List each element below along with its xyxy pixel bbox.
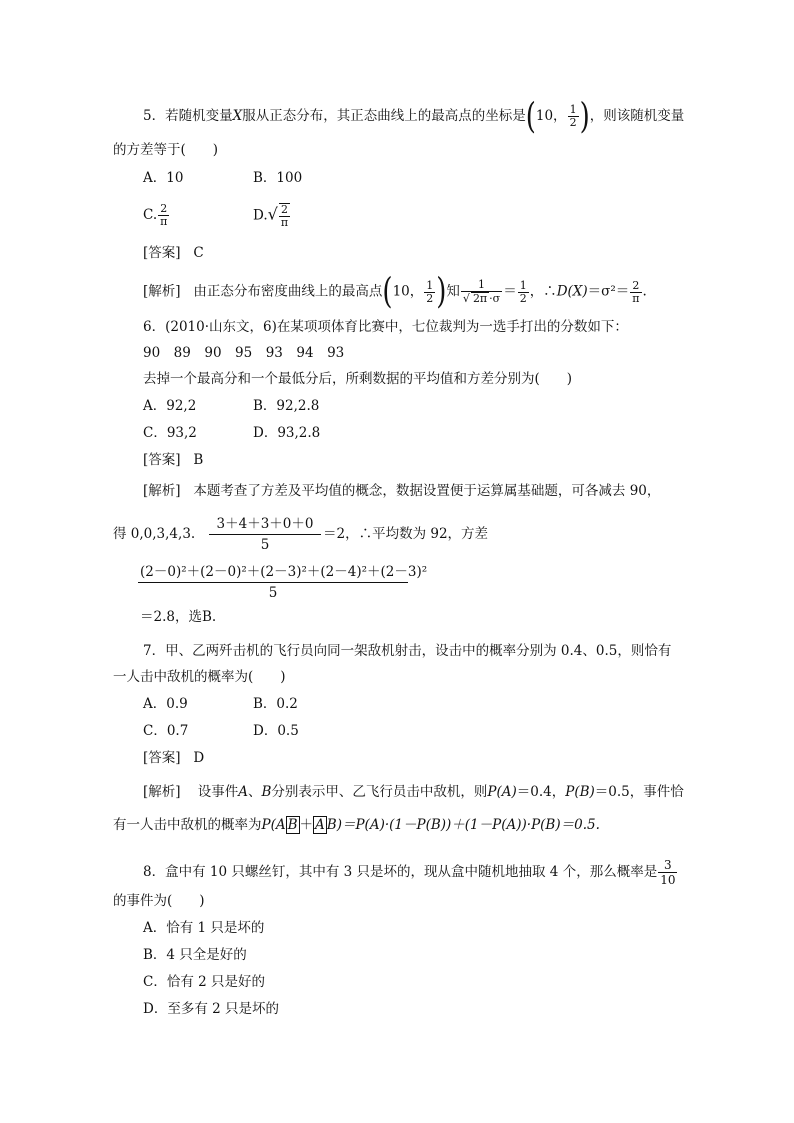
q5-analysis-point: 10，: [392, 283, 424, 300]
q6-option-b: B．92,2.8: [253, 398, 320, 414]
q5-density-num: 1: [461, 279, 502, 292]
q6-mean-den: 5: [260, 537, 270, 553]
q6-analysis-2b: ＝2，∴平均数为 92，方差: [323, 526, 489, 542]
q7-analysis-2a: 有一人击中敌机的概率为: [113, 817, 262, 833]
q5-option-c-label: C.: [143, 207, 158, 223]
q8-option-b: B．4 只全是好的: [143, 947, 247, 963]
q5-stem-b: 服从正态分布，其正态曲线上的最高点的坐标是: [242, 108, 526, 124]
q5-paren-left: (: [525, 96, 536, 137]
q6-variance-num: (2－0)²＋(2－0)²＋(2－3)²＋(2－4)²＋(2－3)²: [138, 560, 408, 583]
q5-analysis-point-num: 1: [426, 278, 434, 292]
q7-a-bar: $\overline{A}$: [315, 817, 325, 833]
q8-stem1: [143, 858, 678, 887]
q5-option-c-den: π: [160, 215, 168, 228]
q5-result-den: π: [632, 291, 640, 305]
q7-option-a: A．0.9: [143, 696, 188, 712]
q5-analysis-paren-right: ): [436, 271, 447, 313]
q5-analysis-point-den: 2: [426, 291, 434, 305]
q5-option-d: [253, 203, 291, 229]
q5-answer-value: C: [193, 245, 204, 261]
q7-analysis-1c: ＝0.4，: [516, 784, 566, 800]
q6-analysis-2a: 得 0,0,3,4,3.: [113, 526, 196, 542]
q5-analysis-b: 知: [446, 283, 460, 300]
q8-stem1-text: 8．盒中有 10 只螺丝钉，其中有 3 只是坏的，现从盒中随机地抽取 4 个，那么概率是: [143, 864, 658, 880]
q6-mean-num: 3＋4＋3＋0＋0: [209, 512, 321, 535]
q5-option-c-fraction: [158, 203, 169, 228]
q8-option-c: C．恰有 2 只是好的: [143, 974, 266, 990]
q7-option-d: D．0.5: [253, 723, 299, 739]
q5-analysis-paren-left: (: [382, 271, 393, 313]
q6-option-d: D．93,2.8: [253, 425, 321, 441]
q5-half-den: 2: [519, 291, 527, 305]
q8-fraction-den: 10: [660, 873, 676, 887]
q6-option-c: C．93,2: [143, 425, 197, 441]
q6-answer: [143, 450, 203, 470]
q5-stem-c: ，则该随机变量: [589, 108, 685, 124]
q7-event-b: B: [261, 784, 272, 800]
q5-analysis: [143, 271, 647, 313]
q5-eq: ＝: [503, 283, 517, 300]
q5-density-den: √ 2π ·σ: [462, 292, 501, 305]
q7-analysis-label: [解析]: [143, 784, 181, 800]
q5-answer: [143, 243, 204, 263]
q7-option-c: C．0.7: [143, 723, 189, 739]
q5-option-d-label: D.: [253, 207, 268, 224]
q6-variance-fraction: [138, 560, 428, 601]
q7-plus: ＋: [299, 817, 314, 833]
q7-answer-value: D: [193, 750, 205, 766]
q5-option-d-num: 2: [279, 204, 290, 217]
q7-analysis-1b: 分别表示甲、乙飞行员击中敌机，则: [271, 784, 488, 800]
q5-option-c-num: 2: [158, 203, 169, 216]
q7-answer-label: [答案]: [143, 750, 181, 766]
q7-answer: [143, 748, 204, 768]
q7-analysis-1: [143, 782, 684, 802]
q5-point-num: 1: [569, 103, 577, 116]
q6-answer-label: [答案]: [143, 452, 181, 468]
q7-sep: 、: [247, 784, 262, 800]
q5-option-b: B．100: [253, 170, 303, 186]
q7-analysis-1d: ＝0.5，事件恰: [594, 784, 684, 800]
q5-point-fraction: [568, 104, 579, 129]
q7-stem2: 一人击中敌机的概率为( ): [113, 669, 286, 685]
q6-scores: 90 89 90 95 93 94 93: [143, 345, 345, 361]
q6-analysis-3: ＝2.8，选B.: [140, 609, 217, 625]
q7-pb: P(B): [565, 784, 595, 800]
q7-event-a: A: [238, 784, 248, 800]
q5-therefore: ，∴: [529, 283, 557, 300]
q5-var-x: X: [232, 108, 243, 124]
q7-formula-a: P(A: [261, 817, 286, 833]
q5-answer-label: [答案]: [143, 245, 181, 261]
q5-end: .: [642, 283, 647, 300]
q6-analysis-text-1: 本题考查了方差及平均值的概念，数据设置便于运算属基础题，可各减去 90，: [193, 483, 661, 499]
q5-analysis-point-fraction: [424, 280, 435, 305]
q5-half-fraction: [518, 280, 529, 305]
q7-analysis-2: [113, 815, 600, 835]
q6-stem2: 去掉一个最高分和一个最低分后，所剩数据的平均值和方差分别为( ): [143, 371, 573, 387]
q7-analysis-1a: 设事件: [197, 784, 239, 800]
q6-answer-value: B: [193, 452, 204, 468]
q5-option-d-den: π: [280, 216, 289, 229]
q6-variance-den: 5: [268, 585, 278, 601]
q7-option-b: B．0.2: [253, 696, 298, 712]
q5-result-num: 2: [630, 280, 641, 293]
q5-analysis-a: 由正态分布密度曲线上的最高点: [193, 283, 383, 300]
q5-half-num: 1: [519, 278, 527, 292]
q8-fraction-num: 3: [658, 858, 677, 873]
q5-density-fraction: [461, 279, 502, 305]
q6-analysis-label: [解析]: [143, 483, 181, 499]
q6-mean-fraction: [209, 512, 321, 553]
q5-result-fraction: [630, 280, 641, 305]
q5-option-d-root-sign: √: [267, 204, 278, 224]
q7-formula-b: B)＝P(A)·(1－P(B))＋(1－P(A))·P(B)＝0.5.: [326, 817, 600, 833]
q8-stem2: 的事件为( ): [113, 893, 205, 909]
q6-analysis-1: [143, 481, 660, 501]
q5-analysis-label: [解析]: [143, 283, 181, 300]
q5-density-root: 2π: [472, 292, 488, 305]
q7-pa: P(A): [487, 784, 517, 800]
q5-dx: D(X): [556, 283, 588, 300]
q5-point-den: 2: [569, 116, 577, 129]
q5-paren-right: ): [579, 96, 590, 137]
q6-option-a: A．92,2: [143, 398, 197, 414]
q5-option-c: [143, 203, 170, 228]
q5-option-a: A．10: [143, 170, 184, 186]
q5-point-prefix: 10，: [535, 108, 567, 124]
q5-stem: [143, 96, 685, 137]
q5-stem-a: 5．若随机变量: [143, 108, 233, 124]
q5-eq2: ＝σ²＝: [587, 283, 630, 300]
q8-probability-fraction: [658, 858, 677, 887]
q8-option-a: A．恰有 1 只是坏的: [143, 920, 265, 936]
q5-option-d-fraction: [279, 203, 290, 229]
q8-option-d: D．至多有 2 只是坏的: [143, 1001, 279, 1017]
q5-stem-line2: 的方差等于( ): [113, 142, 219, 158]
q7-stem1: 7．甲、乙两歼击机的飞行员向同一架敌机射击，设击中的概率分别为 0.4、0.5，则恰有: [143, 643, 672, 659]
q7-b-bar: $\overline{B}$: [287, 817, 298, 833]
q5-density-sigma: ·σ: [489, 292, 501, 305]
q6-stem: 6．(2010·山东文，6)在某项项体育比赛中，七位裁判为一选手打出的分数如下：: [143, 319, 628, 335]
